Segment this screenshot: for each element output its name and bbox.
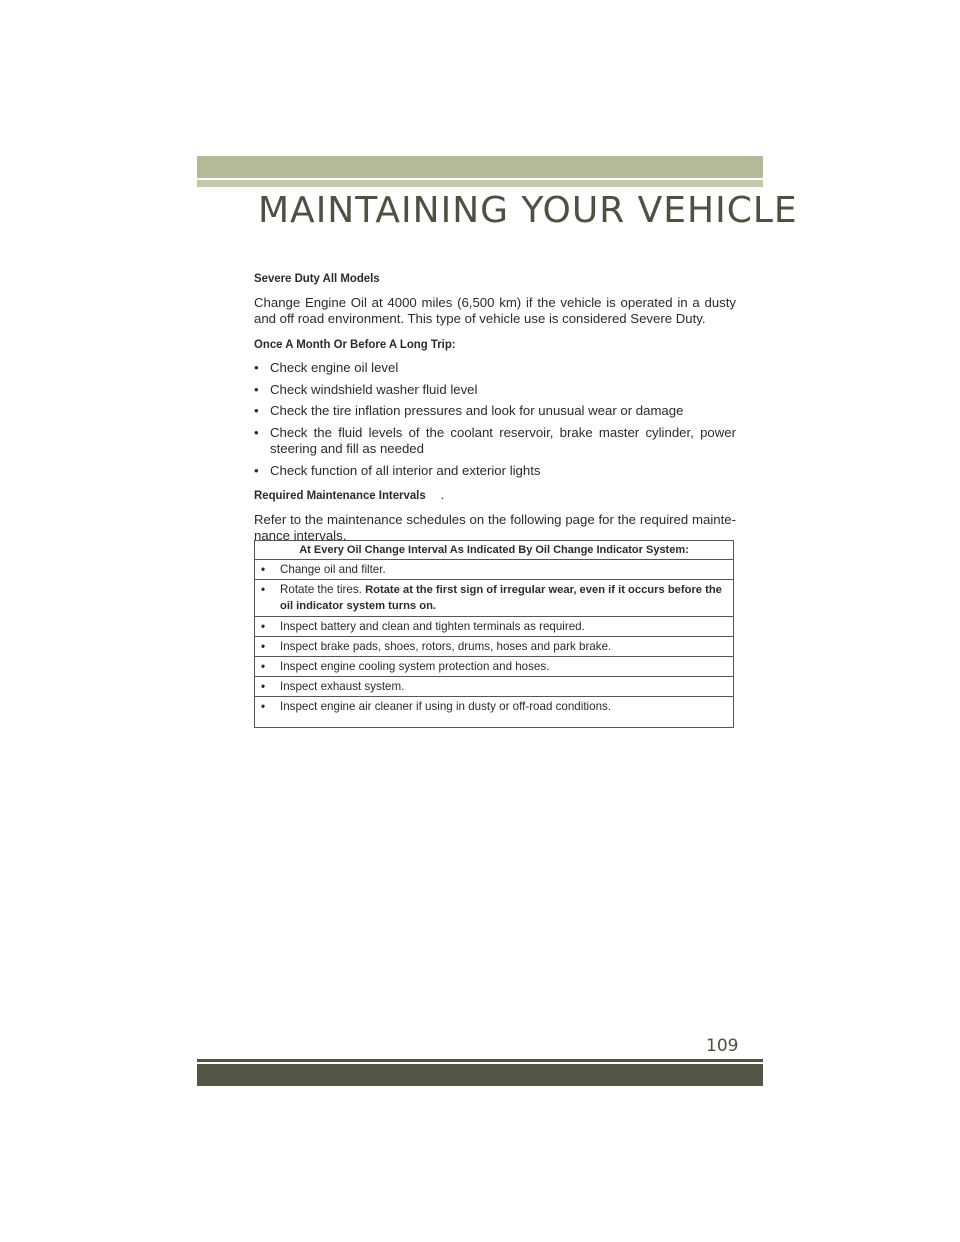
list-item: • Check the tire inflation pressures and look for unusual wear or damage — [254, 403, 684, 418]
maintenance-table — [254, 540, 734, 728]
list-item: • Check function of all interior and exterior lights — [254, 462, 541, 478]
list-item: • Check the fluid levels of the coolant reservoir, brake master cylinder, power steering and fill as needed — [254, 424, 736, 456]
table-row: • Rotate the tires. Rotate at the first sign of irregular wear, even if it occurs before the oil indicator system turns on. — [255, 580, 734, 617]
table-row: • Inspect exhaust system. — [255, 677, 734, 697]
severe-duty-heading: Severe Duty All Models — [254, 271, 380, 285]
list-item: • Check engine oil level — [254, 360, 399, 375]
table-row: • Inspect engine cooling system protection and hoses. — [255, 657, 734, 677]
header-band — [197, 156, 763, 178]
table-row: • Inspect battery and clean and tighten terminals as required. — [255, 617, 734, 637]
chapter-title: MAINTAINING YOUR VEHICLE — [258, 190, 798, 231]
severe-duty-body: Change Engine Oil at 4000 miles (6,500 km) if the vehicle is operated in a dusty and off road environment. This type of vehicle use is considered Severe Duty. — [254, 294, 736, 326]
table-row: • Change oil and filter. — [255, 560, 734, 580]
required-heading: Required Maintenance Intervals . — [254, 487, 445, 502]
header-rule — [197, 180, 763, 187]
table-row: • Inspect engine air cleaner if using in dusty or off-road conditions. — [255, 697, 734, 728]
monthly-checklist — [254, 360, 736, 479]
table-header: At Every Oil Change Interval As Indicated By Oil Change Indicator System: — [255, 541, 734, 560]
page-number: 109 — [706, 1036, 739, 1056]
table-row: • Inspect brake pads, shoes, rotors, drums, hoses and park brake. — [255, 637, 734, 657]
required-body: Refer to the maintenance schedules on the following page for the required mainte-nance intervals. — [254, 511, 736, 543]
list-item: • Check windshield washer fluid level — [254, 381, 478, 397]
page-content — [254, 270, 736, 553]
monthly-heading: Once A Month Or Before A Long Trip: — [254, 336, 456, 351]
footer-rule — [197, 1059, 763, 1062]
footer-band — [197, 1064, 763, 1086]
